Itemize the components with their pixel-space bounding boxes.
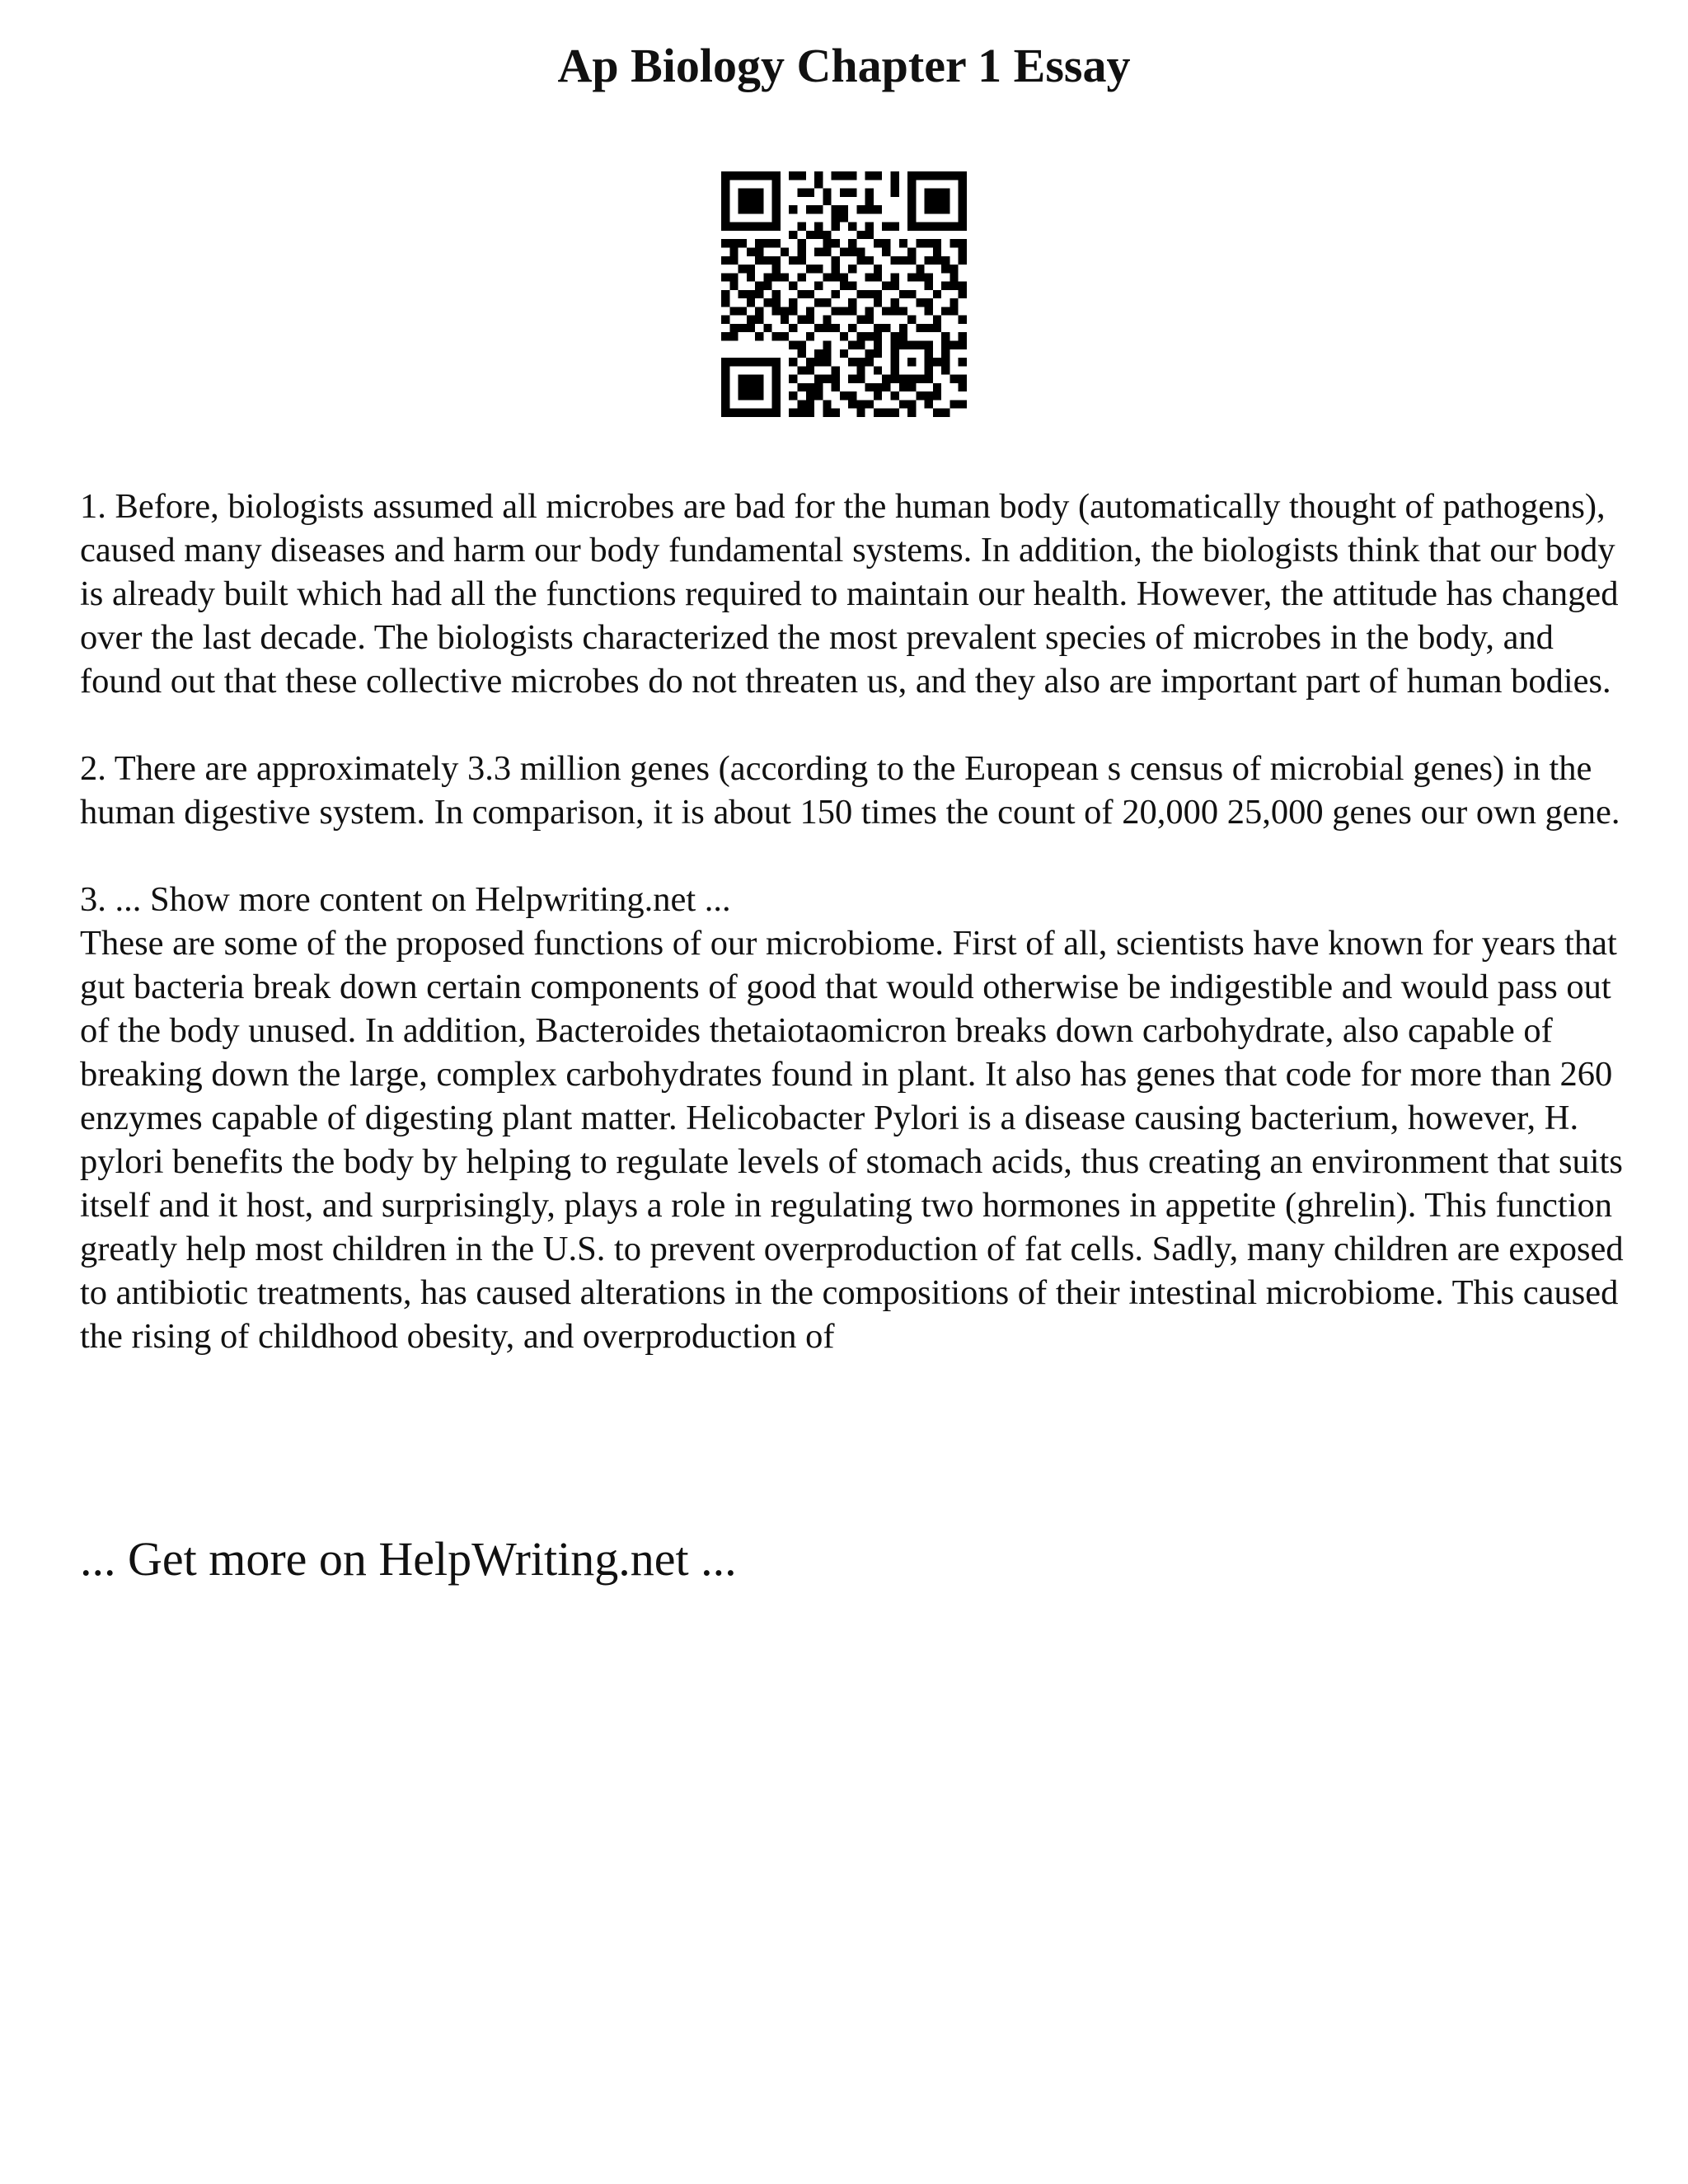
get-more-link[interactable]: ... Get more on HelpWriting.net ... bbox=[80, 1532, 737, 1586]
show-more-link[interactable]: 3. ... Show more content on Helpwriting.net ... bbox=[80, 880, 731, 919]
paragraph-1: 1. Before, biologists assumed all microbes are bad for the human body (automatically thought of pathogens), caused many diseases and harm our body fundamental systems. In addition, the biologists think that our body is already built which had all the functions required to maintain our health. However, the attitude has changed over the last decade. The biologists characterized the most prevalent species of microbes in the body, and found out that these collective microbes do not threaten us, and they also are important part of human bodies. bbox=[80, 487, 1619, 701]
paragraph-3: These are some of the proposed functions of our microbiome. First of all, scientists have known for years that gut bacteria break down certain components of good that would otherwise be indigestible and would pass out of the body unused. In addition, Bacteroides thetaiotaomicron breaks down carbohydrate, also capable of breaking down the large, complex carbohydrates found in plant. It also has genes that code for more than 260 enzymes capable of digesting plant matter. Helicobacter Pylori is a disease causing bacterium, however, H. pylori benefits the body by helping to regulate levels of stomach acids, thus creating an environment that suits itself and it host, and surprisingly, plays a role in regulating two hormones in appetite (ghrelin). This function greatly help most children in the U.S. to prevent overproduction of fat cells. Sadly, many children are exposed to antibiotic treatments, has caused alterations in the compositions of their intestinal microbiome. This caused the rising of childhood obesity, and overproduction of bbox=[80, 924, 1624, 1356]
page-title: Ap Biology Chapter 1 Essay bbox=[557, 39, 1131, 92]
essay-body bbox=[80, 485, 1629, 1358]
qr-code-icon bbox=[721, 171, 967, 417]
paragraph-spacer bbox=[80, 703, 1629, 747]
qr-code-graphic bbox=[721, 171, 967, 417]
paragraph-spacer bbox=[80, 834, 1629, 878]
paragraph-2: 2. There are approximately 3.3 million genes (according to the European s census of microbial genes) in the human digestive system. In comparison, it is about 150 times the count of 20,000 25,000 genes our own gene. bbox=[80, 749, 1620, 832]
